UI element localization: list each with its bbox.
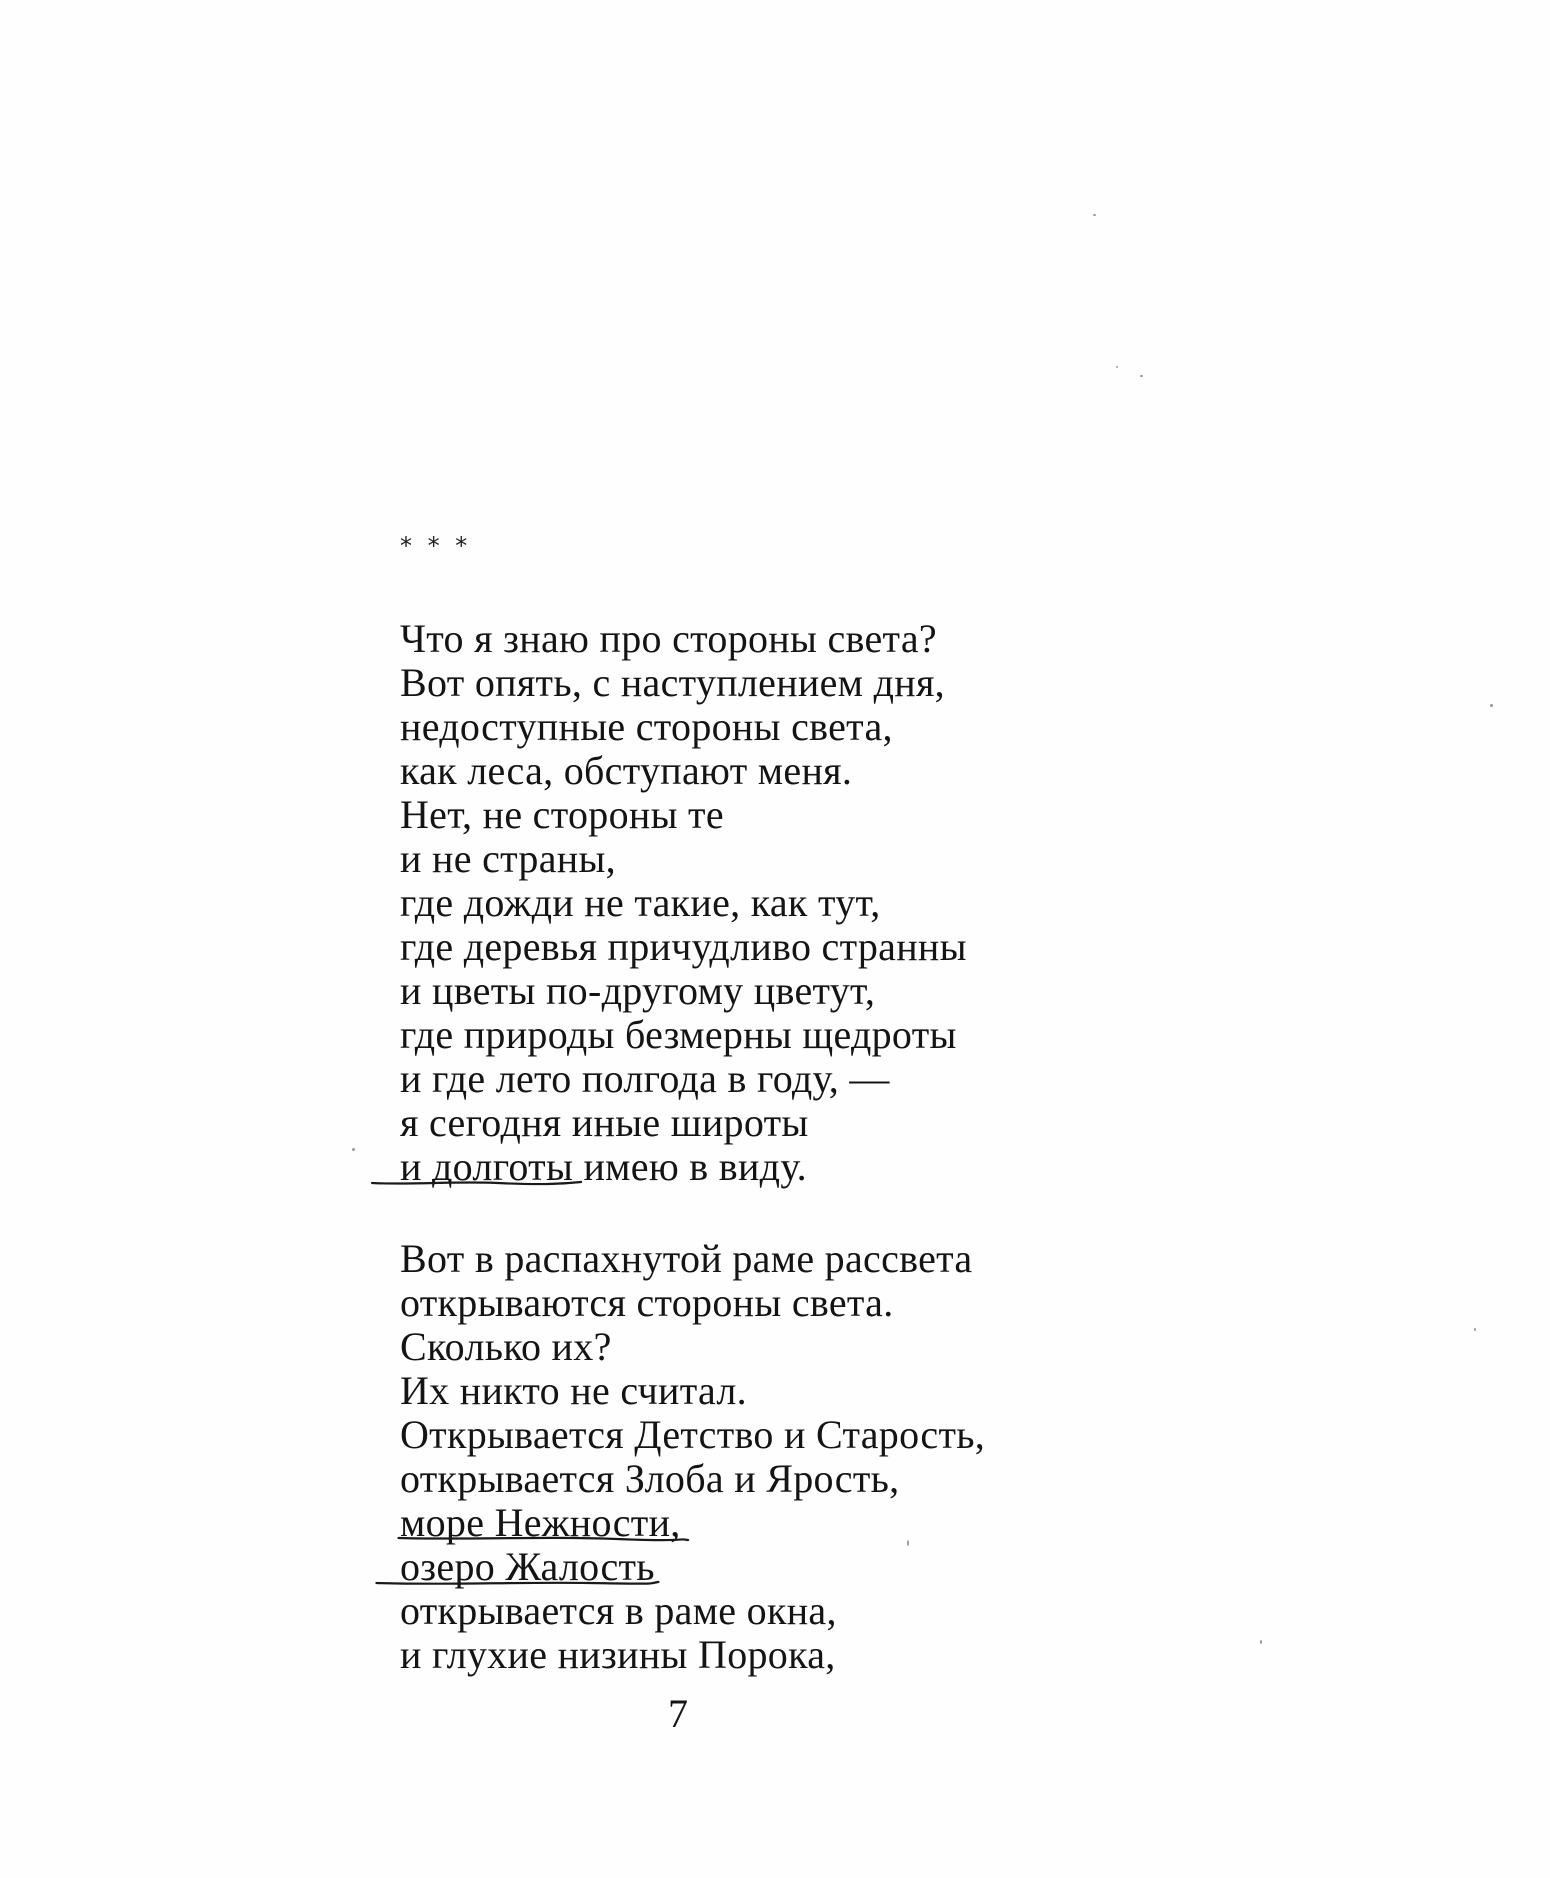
poem-line: Сколько их? — [400, 1324, 612, 1369]
poem-line: где природы безмерны щедроты — [400, 1012, 957, 1057]
poem-line: где деревья причудливо странны — [400, 924, 967, 969]
poem-line: и не страны, — [400, 836, 616, 881]
pen-underlined-phrase — [400, 1545, 655, 1589]
pen-underlined-phrase — [400, 1501, 681, 1545]
stanza-2 — [400, 1237, 985, 1677]
poem-line: и глухие низины Порока, — [400, 1632, 836, 1677]
scan-speck — [1093, 214, 1096, 216]
poem-line — [400, 1145, 985, 1189]
poem-line: и цветы по-другому цветут, — [400, 968, 876, 1013]
poem — [400, 525, 985, 1677]
poem-line: Нет, не стороны те — [400, 792, 724, 837]
poem-line: Вот опять, с наступлением дня, — [400, 660, 945, 705]
poem-line: я сегодня иные широты — [400, 1100, 809, 1145]
poem-line: и где лето полгода в году, — — [400, 1056, 890, 1101]
poem-line: Вот в распахнутой раме рассвета — [400, 1236, 973, 1281]
poem-line: где дожди не такие, как тут, — [400, 880, 881, 925]
poem-line: открываются стороны света. — [400, 1280, 894, 1325]
poem-line: Открывается Детство и Старость, — [400, 1412, 986, 1457]
underlined-text: море Нежности, — [400, 1500, 681, 1545]
line-continuation: имею в виду. — [573, 1144, 807, 1189]
underlined-text: озеро Жалость — [400, 1544, 655, 1589]
poem-line: как леса, обступают меня. — [400, 748, 853, 793]
scan-speck — [1140, 375, 1143, 377]
poem-line — [400, 1545, 985, 1589]
scan-speck — [1474, 1328, 1476, 1331]
poem-line: открывается в раме окна, — [400, 1588, 837, 1633]
page-number: 7 — [668, 1691, 688, 1736]
poem-line: недоступные стороны света, — [400, 704, 893, 749]
poem-line: открывается Злоба и Ярость, — [400, 1456, 900, 1501]
scan-speck — [1116, 366, 1118, 368]
scan-speck — [1260, 1640, 1262, 1644]
scan-speck — [352, 1148, 355, 1151]
underlined-text: и долготы — [400, 1144, 574, 1189]
stanza-1 — [400, 617, 985, 1189]
section-ornament: * * * — [400, 532, 472, 560]
poem-line — [400, 1501, 985, 1545]
poem-line: Что я знаю про стороны света? — [400, 616, 937, 661]
poem-line: Их никто не считал. — [400, 1368, 747, 1413]
pen-underlined-phrase — [400, 1145, 573, 1189]
scan-speck — [1490, 704, 1493, 707]
